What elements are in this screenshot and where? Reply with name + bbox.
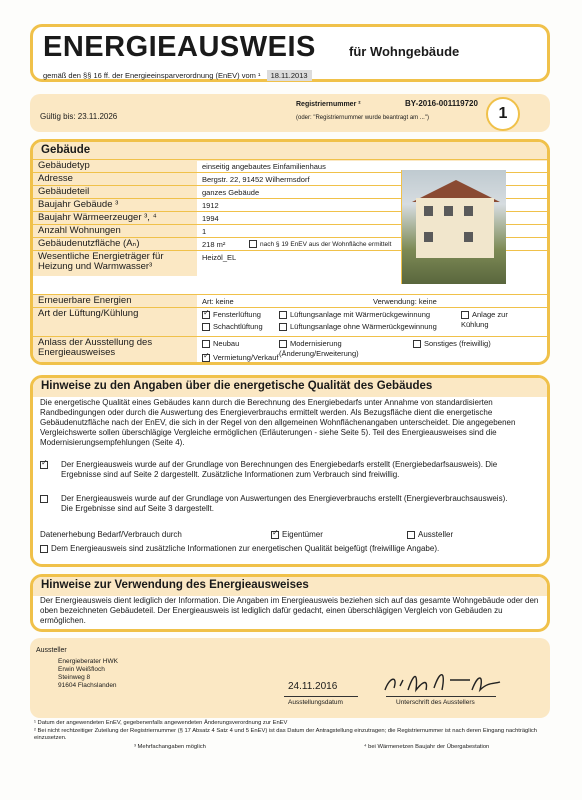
- notes-heading: Hinweise zu den Angaben über die energetische Qualität des Gebäudes: [33, 378, 547, 397]
- legal-basis: [43, 70, 312, 81]
- ventilation-option: [202, 308, 261, 320]
- checkbox[interactable]: [202, 323, 210, 331]
- area-note: [249, 238, 391, 250]
- reason-option: [202, 351, 278, 363]
- checkbox[interactable]: [40, 494, 51, 504]
- checkbox[interactable]: [202, 311, 210, 319]
- renewable-label: Erneuerbare Energien: [33, 295, 197, 307]
- checkbox[interactable]: [202, 354, 210, 362]
- survey-issuer: [407, 530, 453, 540]
- ventilation-option: [202, 320, 263, 332]
- registration-bar: [30, 94, 550, 132]
- building-photo: [401, 170, 506, 284]
- renewable-use: [373, 295, 437, 307]
- option-label: Neubau: [213, 339, 240, 348]
- usage-section: [30, 574, 550, 632]
- footnote-4: ⁴ bei Wärmenetzen Baujahr der Übergabestation: [364, 744, 490, 750]
- checkbox[interactable]: [413, 340, 421, 348]
- table-row: [33, 336, 547, 365]
- issuer-line: Energieberater HWK: [58, 658, 118, 665]
- checkbox[interactable]: [279, 323, 287, 331]
- footnote-3: ³ Mehrfachangaben möglich: [134, 744, 206, 750]
- document-subtitle: für Wohngebäude: [349, 44, 460, 59]
- checkbox[interactable]: [202, 340, 210, 348]
- checkbox[interactable]: [461, 311, 469, 319]
- window-shape: [464, 232, 473, 242]
- option-label: Anlage zur Kühlung: [461, 310, 508, 329]
- row-value: 1: [202, 227, 207, 236]
- registration-label: Registriernummer ²: [296, 101, 361, 108]
- window-shape: [464, 206, 473, 216]
- notes-section: [30, 375, 550, 567]
- ventilation-option: [461, 308, 525, 330]
- usage-text: Der Energieausweis dient lediglich der Information. Die Angaben im Energieausweis beziehen sich auf das gesamte Wohngebäude oder den oben bezeichneten Gebäudeteil. Der Energieausweis ist lediglich dafür gedacht, einen überschlägigen Vergleich von Gebäuden zu ermöglichen.: [40, 596, 539, 625]
- reason-option: [413, 337, 491, 349]
- option-label: Lüftungsanlage ohne Wärmerückgewinnung: [290, 322, 437, 331]
- valid-until: Gültig bis: 23.11.2026: [40, 112, 118, 121]
- reason-option: [202, 337, 239, 349]
- footnote-1: ¹ Datum der angewendeten EnEV, gegebenenfalls angewendeten Änderungsverordnung zur EnEV: [34, 720, 288, 726]
- option-label: Modernisierung (Änderung/Erweiterung): [279, 339, 359, 358]
- issuer-line: Erwin Weißfloch: [58, 666, 105, 673]
- row-label: Baujahr Gebäude ³: [33, 199, 197, 211]
- usage-heading: Hinweise zur Verwendung des Energieausweises: [33, 577, 547, 596]
- issuer-label: Aussteller: [36, 647, 67, 654]
- house-shape: [416, 198, 494, 258]
- row-label: Adresse: [33, 173, 197, 185]
- consumption-option-text: Der Energieausweis wurde auf der Grundlage von Auswertungen des Energieverbrauchs erstellt (Energieverbrauchsausweis). Die Ergebnisse sind auf Seite 3 dargestellt.: [61, 494, 508, 513]
- page-number: 1: [486, 97, 520, 131]
- checkbox[interactable]: [40, 460, 51, 470]
- window-shape: [424, 232, 433, 242]
- renewable-type: [202, 295, 234, 307]
- checkbox[interactable]: [279, 311, 287, 319]
- registration-number: BY-2016-001119720: [405, 99, 478, 108]
- renewable-use-value: keine: [418, 297, 437, 306]
- building-heading: Gebäude: [33, 142, 547, 161]
- checkbox[interactable]: [271, 531, 279, 539]
- issue-date: 24.11.2016: [288, 681, 338, 692]
- issuer-line: Steinweg 8: [58, 674, 91, 681]
- checkbox[interactable]: [407, 531, 415, 539]
- row-label: Gebäudeteil: [33, 186, 197, 198]
- table-row: [33, 294, 547, 307]
- signature-label: Unterschrift des Ausstellers: [396, 699, 475, 706]
- issuer-section: [30, 638, 550, 718]
- owner-label: Eigentümer: [282, 530, 323, 539]
- registration-note: (oder: "Registriernummer wurde beantragt am ..."): [296, 115, 429, 121]
- checkbox[interactable]: [40, 545, 48, 553]
- footnote-2: ² Bei nicht rechtzeitiger Zuteilung der Registriernummer (§ 17 Absatz 4 Satz 4 und 5 EnEV) ist das Datum der Antragstellung einzutragen; die Registriernummer ist nach deren Eingang nachträglich einzusetzen.: [34, 728, 537, 741]
- extra-info-text: Dem Energieausweis sind zusätzliche Informationen zur energetischen Qualität beigefügt (freiwillige Angabe).: [51, 544, 440, 553]
- renewable-use-label: Verwendung:: [373, 297, 417, 306]
- legal-basis-text: gemäß den §§ 16 ff. der Energieeinsparverordnung (EnEV) vom ¹: [43, 71, 261, 80]
- survey-owner: [271, 530, 323, 540]
- row-value: Bergstr. 22, 91452 Wilhermsdorf: [202, 175, 310, 184]
- notes-paragraph: Die energetische Qualität eines Gebäudes kann durch die Berechnung des Energiebedarfs unter Annahme von standardisierten Randbedingungen oder durch die Auswertung des Energieverbrauchs ermittelt werden. Als Bezugsfläche dient die energetische Gebäudenutzfläche nach der EnEV, die sich in der Regel von den allgemeinen Wohnflächenangaben unterscheidet. Die angegebenen Vergleichswerte sollen überschlägige Vergleiche ermöglichen (Erläuterungen - siehe Seite 5). Teil des Energieausweises sind die Modernisierungsempfehlungen (Seite 4).: [40, 398, 516, 447]
- area-note-text: nach § 19 EnEV aus der Wohnfläche ermittelt: [260, 241, 392, 248]
- issue-date-label: Ausstellungsdatum: [288, 699, 343, 706]
- issuer-address: [58, 658, 118, 690]
- checkbox[interactable]: [279, 340, 287, 348]
- issuer-line: 91604 Flachslanden: [58, 682, 117, 689]
- window-shape: [444, 206, 453, 216]
- building-section: [30, 139, 550, 365]
- table-row: [33, 307, 547, 336]
- energy-carrier-value: Heizöl_EL: [202, 253, 237, 262]
- option-label: Schachtlüftung: [213, 322, 263, 331]
- ventilation-label: Art der Lüftung/Kühlung: [33, 308, 197, 336]
- row-label: Gebäudetyp: [33, 160, 197, 172]
- energy-carrier-label: Wesentliche Energieträger für Heizung und Warmwasser³: [33, 251, 197, 276]
- option-label: Sonstiges (freiwillig): [424, 339, 491, 348]
- ventilation-option: [279, 308, 430, 320]
- row-value: einseitig angebautes Einfamilienhaus: [202, 162, 326, 171]
- legal-basis-date: 18.11.2013: [267, 70, 312, 81]
- option-label: Vermietung/Verkauf: [213, 353, 279, 362]
- ventilation-option: [279, 320, 437, 332]
- document-title: ENERGIEAUSWEIS: [43, 31, 316, 63]
- option-label: Fensterlüftung: [213, 310, 261, 319]
- row-value: 218 m²: [202, 240, 226, 249]
- option-label: Lüftungsanlage mit Wärmerückgewinnung: [290, 310, 431, 319]
- reason-label: Anlass der Ausstellung des Energieausweises: [33, 337, 197, 365]
- reason-option: [279, 337, 399, 359]
- extra-info: [40, 544, 540, 554]
- checkbox-demand[interactable]: [40, 461, 48, 469]
- demand-option-text: Der Energieausweis wurde auf der Grundlage von Berechnungen des Energiebedarfs erstellt (Energiebedarfsausweis). Die Ergebnisse sind auf Seite 2 dargestellt. Zusätzliche Informationen zum Verbrauch sind freiwillig.: [61, 460, 498, 479]
- area-note-checkbox[interactable]: [249, 240, 257, 248]
- row-value: 1912: [202, 201, 219, 210]
- survey-label: Datenerhebung Bedarf/Verbrauch durch: [40, 530, 182, 539]
- signature-mark: [380, 668, 510, 698]
- row-label: Anzahl Wohnungen: [33, 225, 197, 237]
- renewable-type-value: keine: [215, 297, 234, 306]
- date-line: [284, 696, 358, 697]
- row-label: Gebäudenutzfläche (Aₙ): [33, 238, 197, 250]
- renewable-type-label: Art:: [202, 297, 214, 306]
- row-value: ganzes Gebäude: [202, 188, 260, 197]
- checkbox-consumption[interactable]: [40, 495, 48, 503]
- row-label: Baujahr Wärmeerzeuger ³, ⁴: [33, 212, 197, 224]
- signature-line: [386, 696, 496, 697]
- header-box: [30, 24, 550, 82]
- row-value: 1994: [202, 214, 219, 223]
- issuer-label: Aussteller: [418, 530, 454, 539]
- window-shape: [424, 206, 433, 216]
